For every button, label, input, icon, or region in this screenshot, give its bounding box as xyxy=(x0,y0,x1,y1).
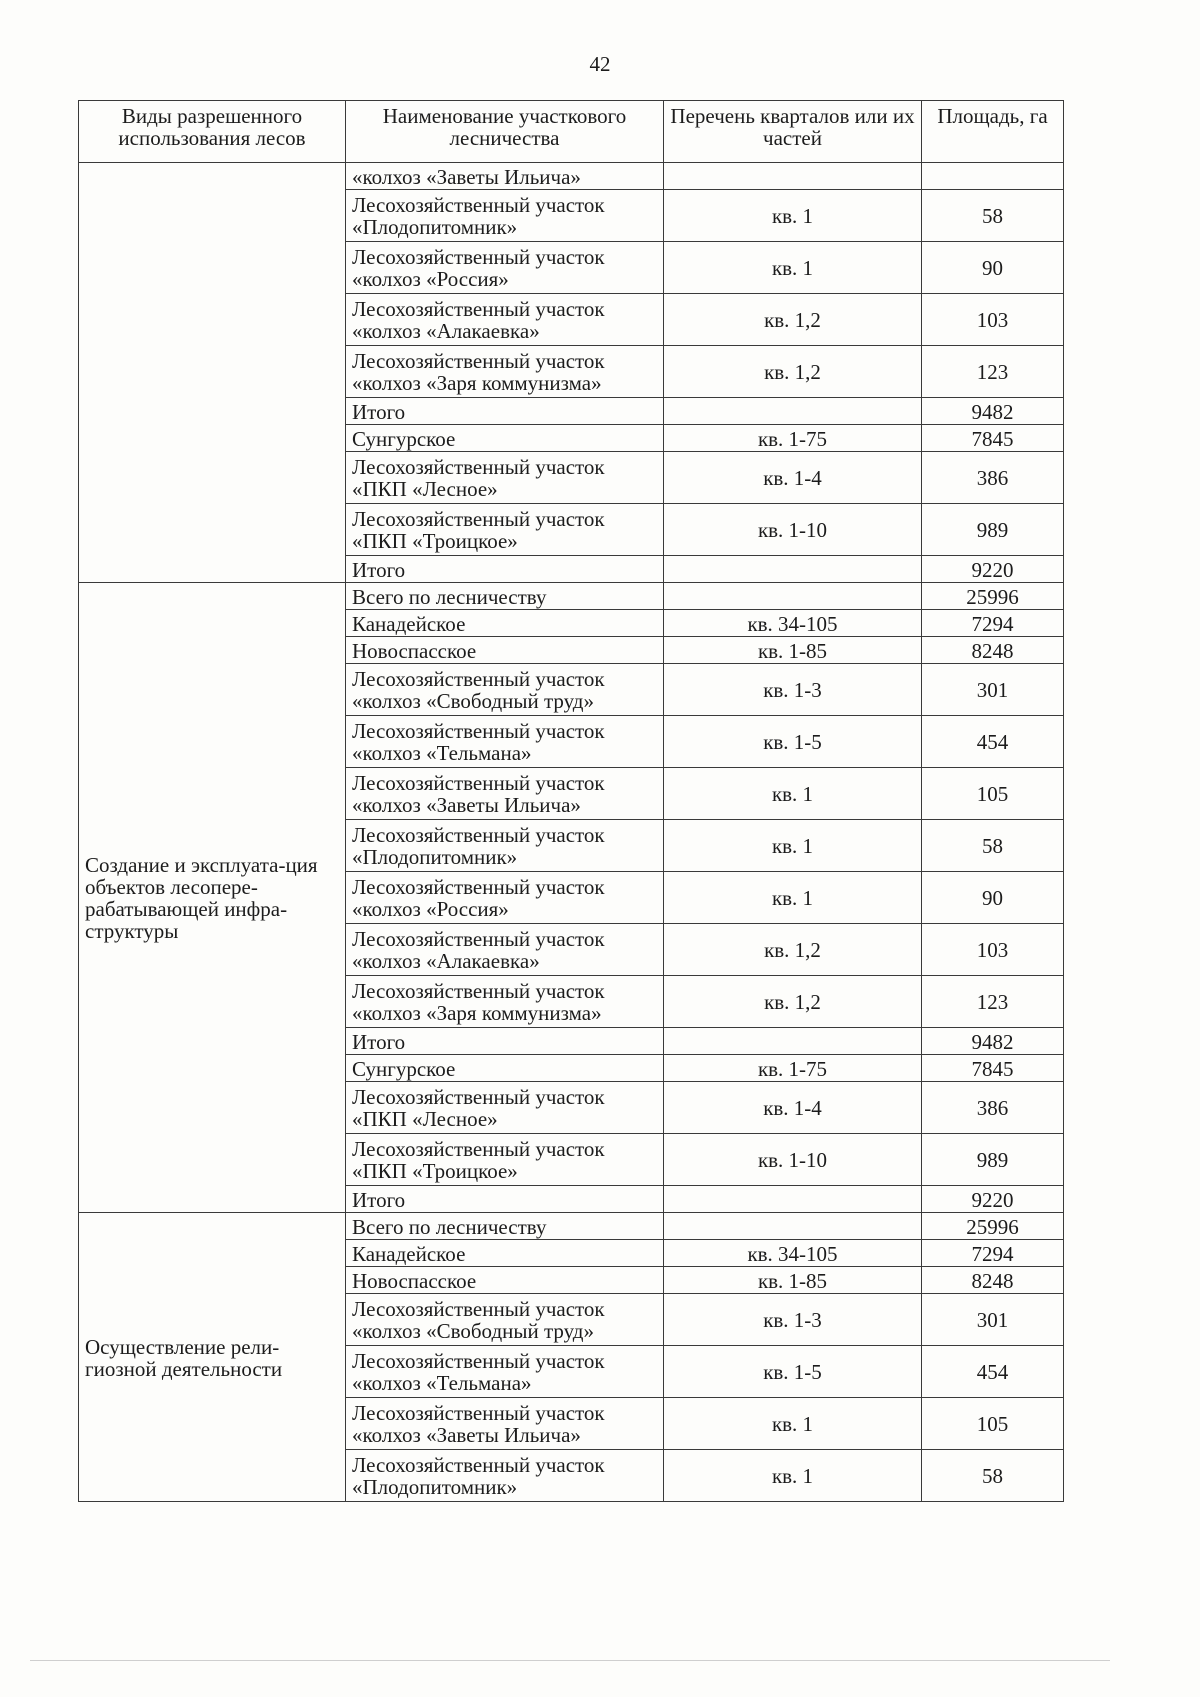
table-row xyxy=(79,583,1064,610)
forestry-name-cell: Новоспасское xyxy=(346,637,664,664)
forestry-name-cell: Сунгурское xyxy=(346,1055,664,1082)
area-cell: 386 xyxy=(922,1082,1064,1134)
area-cell: 7845 xyxy=(922,1055,1064,1082)
quarters-cell: кв. 1-4 xyxy=(664,1082,922,1134)
quarters-cell: кв. 1-3 xyxy=(664,664,922,716)
quarters-cell: кв. 1 xyxy=(664,1398,922,1450)
quarters-cell: кв. 1-10 xyxy=(664,1134,922,1186)
quarters-cell: кв. 1 xyxy=(664,242,922,294)
quarters-cell: кв. 34-105 xyxy=(664,1240,922,1267)
forestry-name-cell: Лесохозяйственный участок «Плодопитомник» xyxy=(346,190,664,242)
table-body xyxy=(79,163,1064,1502)
area-cell: 58 xyxy=(922,1450,1064,1502)
forestry-name-cell: Всего по лесничеству xyxy=(346,583,664,610)
quarters-cell: кв. 1,2 xyxy=(664,294,922,346)
forestry-name-cell: Лесохозяйственный участок «колхоз «Алакаевка» xyxy=(346,294,664,346)
quarters-cell: кв. 1 xyxy=(664,768,922,820)
forestry-name-cell: Итого xyxy=(346,1186,664,1213)
quarters-cell: кв. 1 xyxy=(664,820,922,872)
quarters-cell: кв. 34-105 xyxy=(664,610,922,637)
area-cell: 7294 xyxy=(922,610,1064,637)
quarters-cell: кв. 1-85 xyxy=(664,637,922,664)
quarters-cell xyxy=(664,556,922,583)
forest-usage-table xyxy=(78,100,1064,1502)
area-cell xyxy=(922,163,1064,190)
quarters-cell: кв. 1,2 xyxy=(664,346,922,398)
forestry-name-cell: «колхоз «Заветы Ильича» xyxy=(346,163,664,190)
forestry-name-cell: Лесохозяйственный участок «колхоз «Россия» xyxy=(346,242,664,294)
area-cell: 9482 xyxy=(922,1028,1064,1055)
scan-edge-line xyxy=(30,1660,1110,1661)
quarters-cell xyxy=(664,1186,922,1213)
usage-type-cell: Создание и эксплуата-ция объектов лесопере-рабатывающей инфра-структуры xyxy=(79,583,346,1213)
area-cell: 989 xyxy=(922,1134,1064,1186)
forestry-name-cell: Новоспасское xyxy=(346,1267,664,1294)
forestry-name-cell: Лесохозяйственный участок «колхоз «Тельмана» xyxy=(346,716,664,768)
forestry-name-cell: Лесохозяйственный участок «Плодопитомник» xyxy=(346,1450,664,1502)
forestry-name-cell: Лесохозяйственный участок «колхоз «Заветы Ильича» xyxy=(346,768,664,820)
forestry-name-cell: Лесохозяйственный участок «ПКП «Лесное» xyxy=(346,452,664,504)
table-row xyxy=(79,1213,1064,1240)
area-cell: 123 xyxy=(922,976,1064,1028)
quarters-cell: кв. 1 xyxy=(664,190,922,242)
area-cell: 8248 xyxy=(922,637,1064,664)
area-cell: 25996 xyxy=(922,1213,1064,1240)
area-cell: 90 xyxy=(922,872,1064,924)
forestry-name-cell: Итого xyxy=(346,398,664,425)
page-number: 42 xyxy=(589,52,611,76)
area-cell: 9220 xyxy=(922,556,1064,583)
quarters-cell: кв. 1-5 xyxy=(664,716,922,768)
area-cell: 7845 xyxy=(922,425,1064,452)
forestry-name-cell: Лесохозяйственный участок «колхоз «Свободный труд» xyxy=(346,664,664,716)
quarters-cell xyxy=(664,163,922,190)
forestry-name-cell: Лесохозяйственный участок «колхоз «Тельмана» xyxy=(346,1346,664,1398)
quarters-cell: кв. 1-3 xyxy=(664,1294,922,1346)
area-cell: 58 xyxy=(922,190,1064,242)
area-cell: 7294 xyxy=(922,1240,1064,1267)
quarters-cell: кв. 1,2 xyxy=(664,924,922,976)
area-cell: 989 xyxy=(922,504,1064,556)
area-cell: 103 xyxy=(922,924,1064,976)
quarters-cell xyxy=(664,398,922,425)
quarters-cell: кв. 1-75 xyxy=(664,425,922,452)
quarters-cell xyxy=(664,1028,922,1055)
quarters-cell: кв. 1-4 xyxy=(664,452,922,504)
area-cell: 386 xyxy=(922,452,1064,504)
forestry-name-cell: Канадейское xyxy=(346,1240,664,1267)
usage-type-cell xyxy=(79,163,346,583)
table-row xyxy=(79,163,1064,190)
forestry-name-cell: Лесохозяйственный участок «колхоз «Алакаевка» xyxy=(346,924,664,976)
forestry-name-cell: Лесохозяйственный участок «ПКП «Троицкое» xyxy=(346,504,664,556)
quarters-cell: кв. 1 xyxy=(664,872,922,924)
forestry-name-cell: Сунгурское xyxy=(346,425,664,452)
table-header-row xyxy=(79,101,1064,163)
quarters-cell: кв. 1,2 xyxy=(664,976,922,1028)
usage-type-cell: Осуществление рели-гиозной деятельности xyxy=(79,1213,346,1502)
quarters-cell xyxy=(664,1213,922,1240)
forestry-name-cell: Канадейское xyxy=(346,610,664,637)
area-cell: 454 xyxy=(922,716,1064,768)
area-cell: 105 xyxy=(922,768,1064,820)
quarters-cell: кв. 1-5 xyxy=(664,1346,922,1398)
forestry-name-cell: Лесохозяйственный участок «колхоз «Заря коммунизма» xyxy=(346,976,664,1028)
quarters-cell: кв. 1 xyxy=(664,1450,922,1502)
area-cell: 8248 xyxy=(922,1267,1064,1294)
forestry-name-cell: Лесохозяйственный участок «колхоз «Свободный труд» xyxy=(346,1294,664,1346)
forestry-name-cell: Итого xyxy=(346,1028,664,1055)
forestry-name-cell: Лесохозяйственный участок «Плодопитомник» xyxy=(346,820,664,872)
forestry-name-cell: Итого xyxy=(346,556,664,583)
area-cell: 105 xyxy=(922,1398,1064,1450)
header-area: Площадь, га xyxy=(922,101,1064,163)
header-name: Наименование участкового лесничества xyxy=(346,101,664,163)
quarters-cell: кв. 1-85 xyxy=(664,1267,922,1294)
header-usage: Виды разрешенного использования лесов xyxy=(79,101,346,163)
quarters-cell xyxy=(664,583,922,610)
forestry-name-cell: Лесохозяйственный участок «колхоз «Заветы Ильича» xyxy=(346,1398,664,1450)
area-cell: 454 xyxy=(922,1346,1064,1398)
area-cell: 9482 xyxy=(922,398,1064,425)
area-cell: 103 xyxy=(922,294,1064,346)
area-cell: 9220 xyxy=(922,1186,1064,1213)
quarters-cell: кв. 1-10 xyxy=(664,504,922,556)
forestry-name-cell: Лесохозяйственный участок «ПКП «Лесное» xyxy=(346,1082,664,1134)
area-cell: 90 xyxy=(922,242,1064,294)
header-quarters: Перечень кварталов или их частей xyxy=(664,101,922,163)
quarters-cell: кв. 1-75 xyxy=(664,1055,922,1082)
forestry-name-cell: Всего по лесничеству xyxy=(346,1213,664,1240)
area-cell: 123 xyxy=(922,346,1064,398)
area-cell: 58 xyxy=(922,820,1064,872)
forestry-name-cell: Лесохозяйственный участок «колхоз «Россия» xyxy=(346,872,664,924)
area-cell: 301 xyxy=(922,664,1064,716)
forestry-name-cell: Лесохозяйственный участок «ПКП «Троицкое» xyxy=(346,1134,664,1186)
area-cell: 25996 xyxy=(922,583,1064,610)
area-cell: 301 xyxy=(922,1294,1064,1346)
forestry-name-cell: Лесохозяйственный участок «колхоз «Заря коммунизма» xyxy=(346,346,664,398)
